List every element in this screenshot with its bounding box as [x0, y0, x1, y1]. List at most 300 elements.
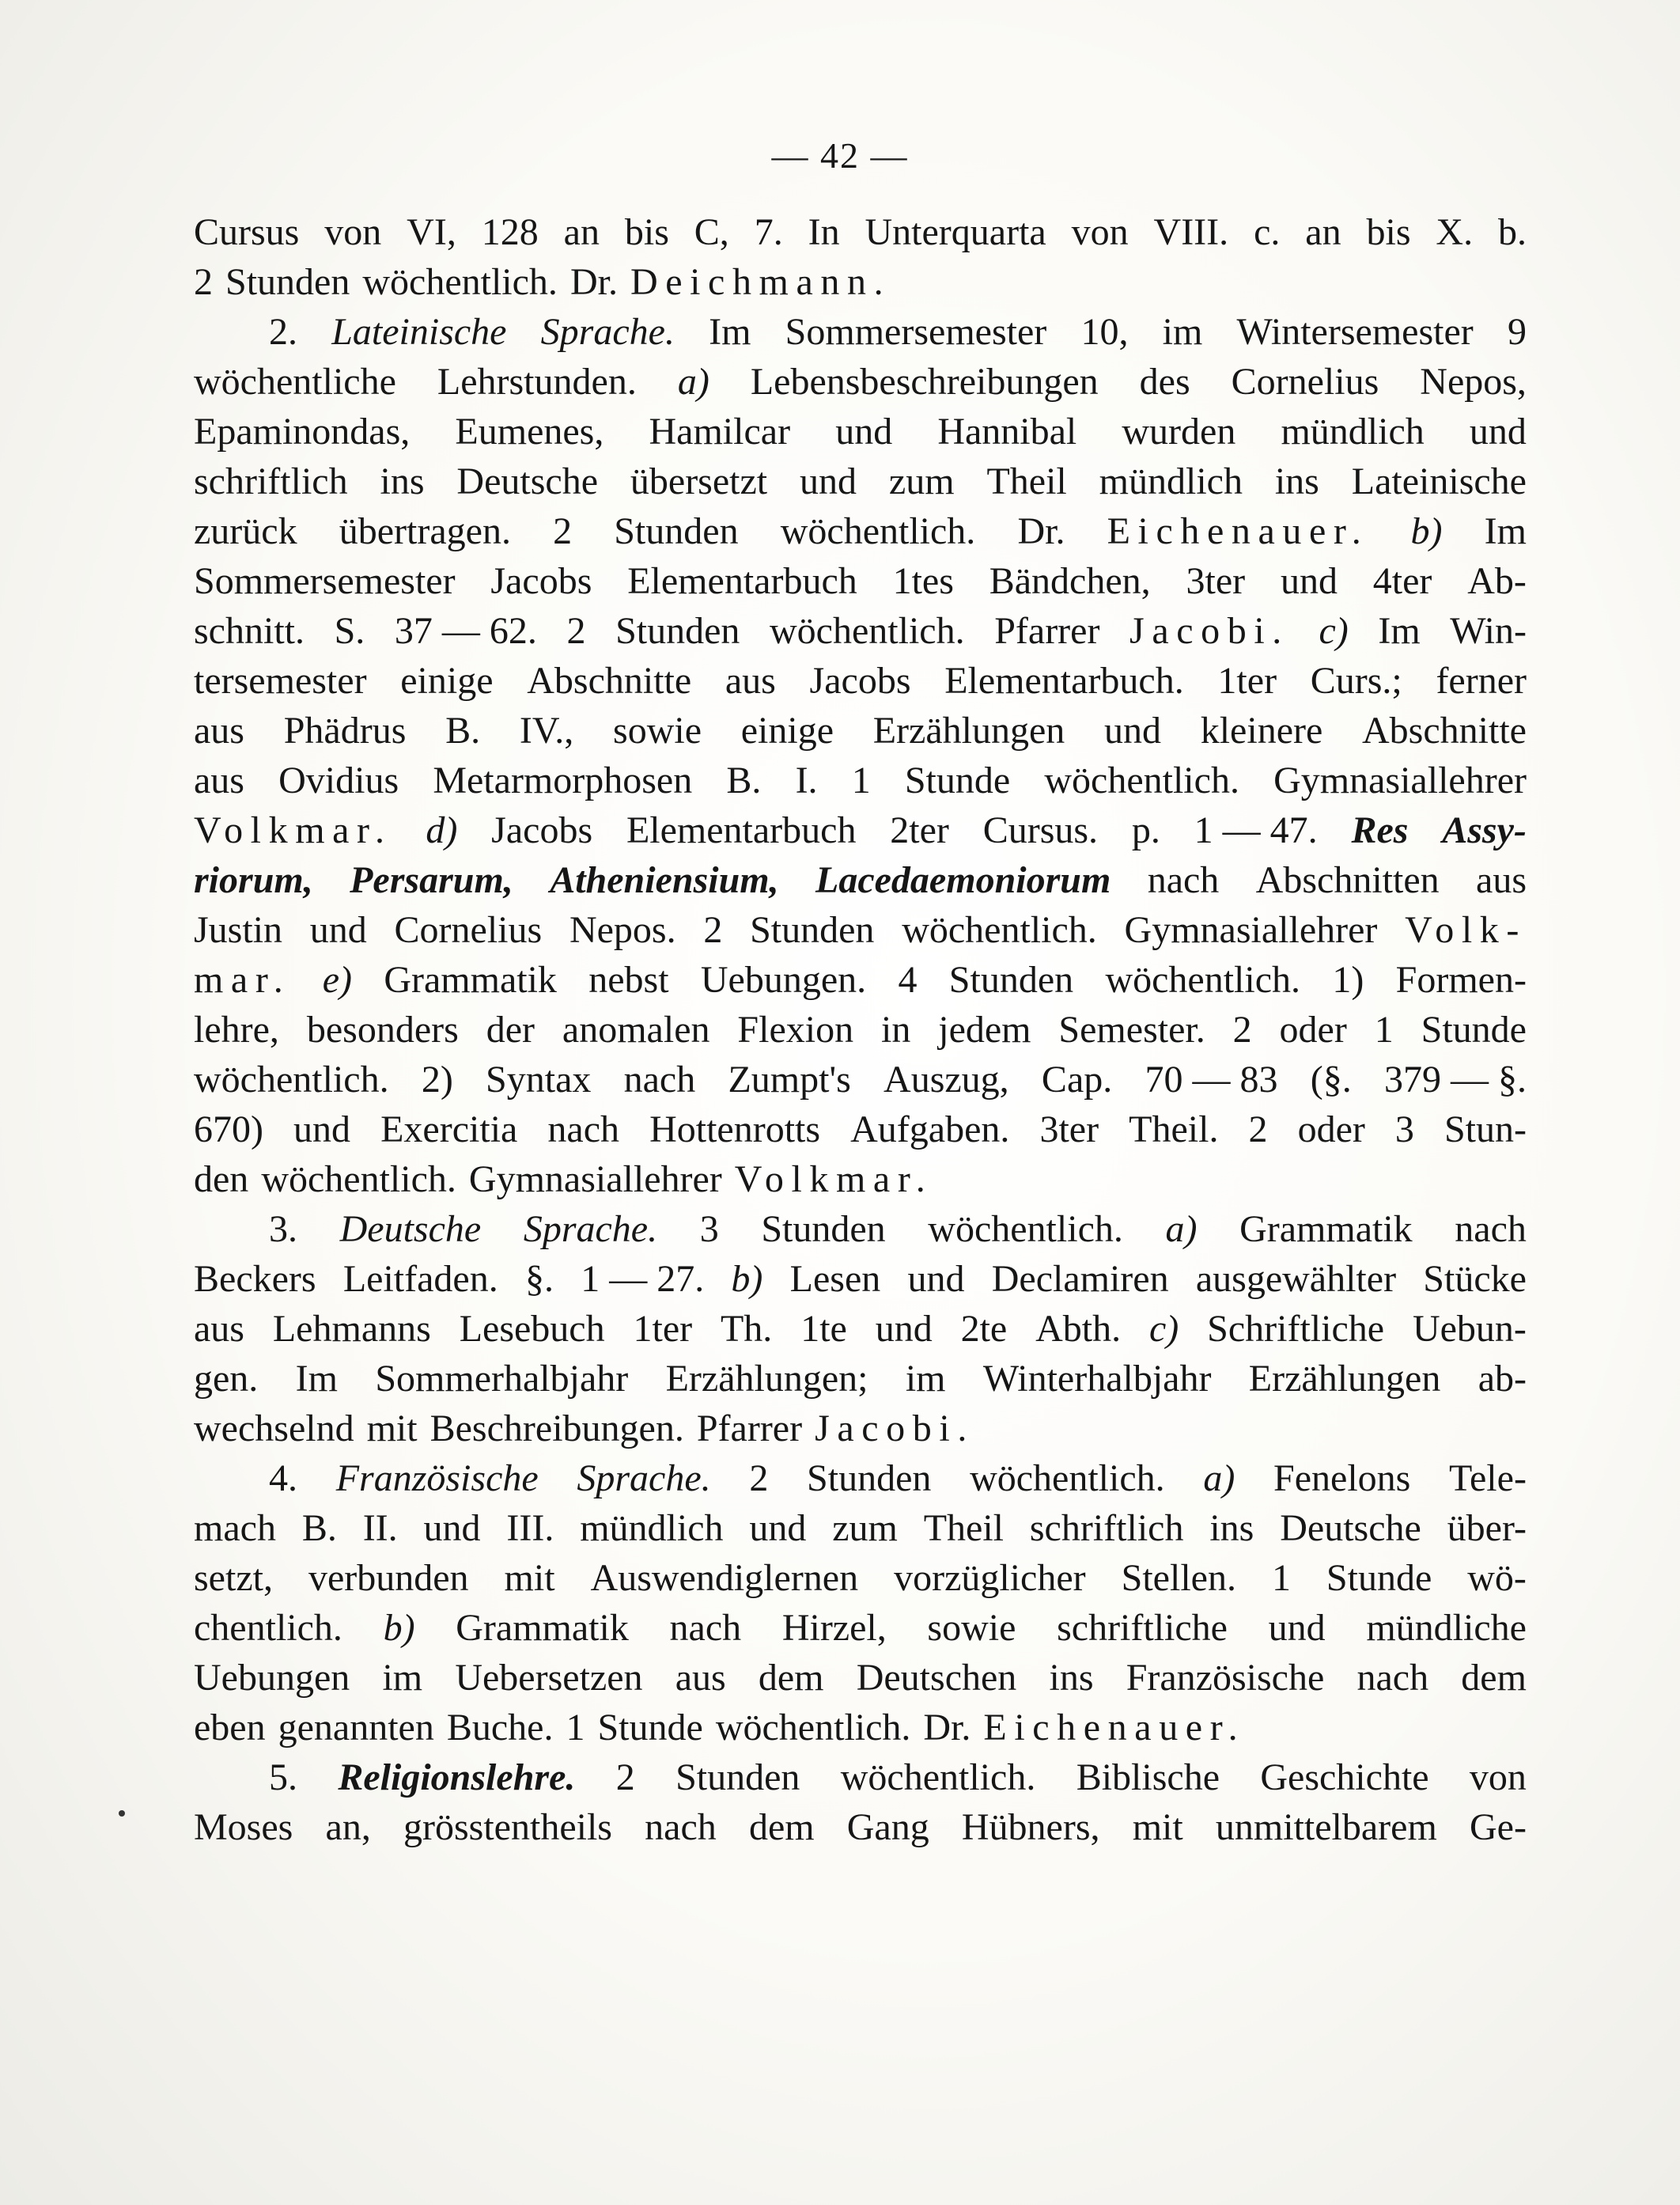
word: 379 — §.: [1383, 1059, 1527, 1101]
word: ab-: [1478, 1358, 1527, 1400]
word: 37 — 62.: [394, 610, 537, 652]
word: Deutsche: [456, 460, 598, 502]
word: kleinere: [1200, 710, 1323, 752]
word: Erzählungen: [1248, 1358, 1441, 1400]
word: Grammatik: [1239, 1208, 1413, 1250]
word: Lateinische: [331, 311, 507, 353]
word: im: [382, 1657, 423, 1699]
word: und: [1280, 560, 1338, 602]
word: ins: [380, 460, 425, 502]
page-number: — 42 —: [771, 135, 909, 176]
word: eben: [194, 1707, 266, 1748]
word: mit: [1132, 1806, 1183, 1848]
word: schriftlich: [1029, 1507, 1184, 1549]
word: 3: [699, 1208, 719, 1250]
word: c.: [1254, 211, 1281, 253]
word: Metarmorphosen: [433, 760, 693, 801]
word: der: [486, 1009, 535, 1051]
word: 3ter: [1039, 1108, 1099, 1150]
word: Nepos,: [1420, 361, 1527, 403]
word: Im: [1378, 610, 1421, 652]
word: Elementarbuch.: [944, 660, 1184, 702]
word: wöchentlich.: [780, 510, 976, 552]
word: wöchentlich.: [902, 909, 1097, 951]
margin-mark: [119, 1810, 125, 1817]
word: 1ter: [1217, 660, 1277, 702]
word: chentlich.: [194, 1607, 342, 1649]
word: Phädrus: [283, 710, 407, 752]
word: p.: [1131, 809, 1160, 851]
word: Geschichte: [1260, 1756, 1429, 1798]
word: den: [194, 1158, 249, 1200]
word: Semester.: [1058, 1009, 1205, 1051]
word: 1 — 27.: [581, 1258, 705, 1300]
word: an,: [325, 1806, 371, 1848]
word: Sprache.: [540, 311, 675, 353]
word: nach: [1147, 859, 1220, 901]
word: im: [1162, 311, 1203, 353]
word: und: [835, 411, 893, 453]
text-line: [194, 1404, 1527, 1453]
word: Eichenauer.: [1107, 510, 1369, 552]
word: Epaminondas,: [194, 411, 411, 453]
text-line: [194, 606, 1527, 656]
word: mar.: [194, 959, 291, 1001]
word: c): [1319, 610, 1349, 652]
word: wöchentlich.: [194, 1059, 389, 1101]
word: Syntax: [486, 1059, 592, 1101]
word: II.: [362, 1507, 398, 1549]
word: gen.: [194, 1358, 259, 1400]
word: B.: [445, 710, 481, 752]
word: (§.: [1310, 1059, 1352, 1101]
word: Ge-: [1469, 1806, 1527, 1848]
word: Abschnitten: [1255, 859, 1440, 901]
word: dem: [758, 1657, 824, 1699]
text-line: [194, 1703, 1527, 1752]
word: Elementarbuch: [627, 560, 857, 602]
word: Auswendiglernen: [590, 1557, 859, 1599]
word: Sommerhalbjahr: [375, 1358, 629, 1400]
word: 1ter: [633, 1308, 693, 1350]
word: ins: [1209, 1507, 1254, 1549]
word: Gang: [846, 1806, 929, 1848]
word: und: [800, 460, 857, 502]
word: Lesebuch: [459, 1308, 605, 1350]
word: 4.: [269, 1457, 297, 1499]
text-line: [194, 1055, 1527, 1104]
word: Winterhalbjahr: [982, 1358, 1212, 1400]
word: Theil: [986, 460, 1067, 502]
word: ferner: [1436, 660, 1527, 702]
word: 2: [615, 1756, 635, 1798]
word: 1): [1332, 959, 1364, 1001]
word: im: [905, 1358, 946, 1400]
text-line: [194, 805, 1527, 855]
word: 9: [1507, 311, 1527, 353]
word: wöchentlich.: [840, 1756, 1036, 1798]
text-line: [194, 1553, 1527, 1603]
word: Jacobs: [809, 660, 911, 702]
text-line: [194, 1204, 1527, 1254]
word: Cornelius: [394, 909, 543, 951]
word: e): [322, 959, 352, 1001]
word: Pfarrer: [696, 1407, 803, 1449]
word: Schriftliche: [1207, 1308, 1385, 1350]
word: Volkmar.: [734, 1158, 933, 1200]
text-line: [194, 556, 1527, 606]
word: b.: [1498, 211, 1527, 253]
text-line: [194, 1752, 1527, 1802]
word: B.: [726, 760, 762, 801]
word: Justin: [194, 909, 283, 951]
word: mit: [504, 1557, 555, 1599]
word: 2: [703, 909, 723, 951]
word: bis: [624, 211, 669, 253]
word: Stunden: [750, 909, 875, 951]
text-line: [194, 207, 1527, 257]
word: 1tes: [892, 560, 954, 602]
word: Lateinische: [1351, 460, 1527, 502]
word: Persarum,: [350, 859, 513, 901]
word: B.: [301, 1507, 337, 1549]
word: zum: [888, 460, 955, 502]
word: und: [1104, 710, 1161, 752]
text-line: [194, 307, 1527, 357]
word: wöchentlich.: [1044, 760, 1239, 801]
word: wurden: [1122, 411, 1236, 453]
word: b): [383, 1607, 415, 1649]
word: Lacedaemoniorum: [815, 859, 1111, 901]
word: grösstentheils: [403, 1806, 612, 1848]
word: Wintersemester: [1236, 311, 1474, 353]
word: Volkmar.: [194, 809, 392, 851]
word: einige: [740, 710, 834, 752]
word: 2): [421, 1059, 453, 1101]
text-line: [194, 905, 1527, 955]
word: Curs.;: [1310, 660, 1402, 702]
word: VI,: [407, 211, 456, 253]
word: Theil.: [1129, 1108, 1219, 1150]
word: I.: [795, 760, 818, 801]
word: Cap.: [1041, 1059, 1113, 1101]
word: Cornelius: [1231, 361, 1379, 403]
word: Stunden: [614, 510, 739, 552]
word: mündlich: [580, 1507, 724, 1549]
word: 2: [553, 510, 573, 552]
word: Stunde: [1326, 1557, 1432, 1599]
word: nach: [645, 1806, 717, 1848]
word: Leitfaden.: [342, 1258, 498, 1300]
word: 2: [749, 1457, 769, 1499]
word: Sprache.: [523, 1208, 658, 1250]
word: Stun-: [1444, 1108, 1527, 1150]
word: wöchentlich.: [770, 610, 965, 652]
word: und: [749, 1507, 807, 1549]
text-line: [194, 1503, 1527, 1553]
word: 2: [566, 610, 586, 652]
word: Unterquarta: [865, 211, 1046, 253]
word: 2ter: [890, 809, 949, 851]
word: aus: [725, 660, 776, 702]
word: Eichenauer.: [983, 1707, 1246, 1748]
word: aus: [194, 760, 244, 801]
word: Grammatik: [456, 1607, 629, 1649]
word: nach: [547, 1108, 620, 1150]
word: 1: [851, 760, 871, 801]
word: 7.: [754, 211, 783, 253]
word: Formen-: [1395, 959, 1527, 1001]
word: S.: [334, 610, 365, 652]
word: Biblische: [1076, 1756, 1220, 1798]
word: Deutschen: [856, 1657, 1017, 1699]
word: Uebun-: [1412, 1308, 1527, 1350]
word: mündlich: [1099, 460, 1243, 502]
word: und: [423, 1507, 481, 1549]
word: Beckers: [194, 1258, 316, 1300]
word: a): [1203, 1457, 1235, 1499]
word: bis: [1366, 211, 1411, 253]
word: Hirzel,: [781, 1607, 887, 1649]
word: Flexion: [737, 1009, 854, 1051]
word: Aufgaben.: [850, 1108, 1010, 1150]
word: wechselnd: [194, 1407, 354, 1449]
word: Erzählungen;: [665, 1358, 868, 1400]
word: Gymnasiallehrer: [468, 1158, 722, 1200]
word: besonders: [306, 1009, 459, 1051]
word: Beschreibungen.: [429, 1407, 684, 1449]
word: Stunden: [761, 1208, 886, 1250]
text-line: [194, 1005, 1527, 1055]
word: wöchentlich.: [362, 261, 558, 303]
word: Sprache.: [577, 1457, 711, 1499]
word: wöchentlich.: [715, 1707, 911, 1748]
text-line: [194, 1453, 1527, 1503]
word: Fenelons: [1273, 1457, 1411, 1499]
word: übertragen.: [339, 510, 511, 552]
word: von: [1469, 1756, 1527, 1798]
word: Grammatik: [384, 959, 557, 1001]
word: nach: [1356, 1657, 1429, 1699]
word: ins: [1274, 460, 1319, 502]
word: Gymnasiallehrer: [1273, 760, 1527, 801]
text-line: [194, 357, 1527, 407]
word: ausgewählter: [1195, 1258, 1397, 1300]
word: Buche.: [446, 1707, 554, 1748]
word: Lehrstunden.: [437, 361, 637, 403]
word: Uebungen: [194, 1657, 350, 1699]
word: Declamiren: [991, 1258, 1169, 1300]
word: b): [731, 1258, 763, 1300]
text-line: [194, 1254, 1527, 1304]
word: Tele-: [1449, 1457, 1527, 1499]
word: Abschnitte: [527, 660, 692, 702]
word: wöchentlich.: [970, 1457, 1165, 1499]
word: Dr.: [1017, 510, 1065, 552]
word: wöchentlich.: [928, 1208, 1123, 1250]
word: Hannibal: [937, 411, 1077, 453]
word: ins: [1049, 1657, 1094, 1699]
text-line: [194, 1603, 1527, 1653]
word: 2: [1248, 1108, 1268, 1150]
word: Bändchen,: [989, 560, 1151, 602]
text-line: [194, 756, 1527, 805]
word: Th.: [720, 1308, 773, 1350]
text-line: [194, 656, 1527, 706]
word: zurück: [194, 510, 297, 552]
word: Sommersemester: [194, 560, 456, 602]
word: sowie: [613, 710, 702, 752]
word: unmittelbarem: [1215, 1806, 1437, 1848]
word: Stunde: [597, 1707, 703, 1748]
word: Religionslehre.: [338, 1756, 576, 1798]
word: mach: [194, 1507, 276, 1549]
word: Im: [295, 1358, 338, 1400]
word: Abschnitte: [1362, 710, 1527, 752]
word: a): [1165, 1208, 1198, 1250]
word: Stunden: [225, 261, 350, 303]
word: nach: [669, 1607, 742, 1649]
word: X.: [1436, 211, 1474, 253]
word: 70 — 83: [1145, 1059, 1278, 1101]
text-line: [194, 1653, 1527, 1703]
word: Assy-: [1442, 809, 1527, 851]
word: Hübners,: [961, 1806, 1100, 1848]
word: Zumpt's: [728, 1059, 851, 1101]
word: Jacobs: [490, 560, 592, 602]
word: 4ter: [1372, 560, 1432, 602]
text-line: [194, 955, 1527, 1005]
word: 5.: [269, 1756, 297, 1798]
word: Moses: [194, 1806, 293, 1848]
word: nach: [623, 1059, 696, 1101]
word: Auszug,: [884, 1059, 1009, 1101]
word: Uebungen.: [700, 959, 867, 1001]
word: VIII.: [1153, 211, 1229, 253]
word: Dr.: [569, 261, 618, 303]
text-line: [194, 457, 1527, 506]
word: C,: [694, 211, 729, 253]
word: von: [1071, 211, 1129, 253]
word: über-: [1447, 1507, 1527, 1549]
word: Theil: [923, 1507, 1005, 1549]
word: tersemester: [194, 660, 367, 702]
word: Lebensbeschreibungen: [750, 361, 1099, 403]
text-line: [194, 1802, 1527, 1852]
word: Erzählungen: [872, 710, 1065, 752]
word: übersetzt: [630, 460, 768, 502]
word: oder: [1279, 1009, 1347, 1051]
word: IV.,: [519, 710, 574, 752]
word: Hamilcar: [649, 411, 791, 453]
word: sowie: [927, 1607, 1016, 1649]
word: Atheniensium,: [550, 859, 779, 901]
word: a): [677, 361, 709, 403]
word: aus: [1476, 859, 1527, 901]
word: Pfarrer: [994, 610, 1100, 652]
word: an: [1305, 211, 1341, 253]
word: 2: [194, 261, 213, 303]
word: des: [1139, 361, 1190, 403]
word: Sommersemester: [785, 311, 1047, 353]
word: aus: [194, 1308, 244, 1350]
word: Stunden: [615, 610, 740, 652]
word: §.: [524, 1258, 554, 1300]
word: 10,: [1080, 311, 1129, 353]
word: genannten: [278, 1707, 434, 1748]
word: Im: [709, 311, 751, 353]
word: Lehmanns: [272, 1308, 431, 1350]
word: und: [1469, 411, 1527, 453]
word: Nepos.: [569, 909, 676, 951]
word: 128: [481, 211, 539, 253]
word: Volk-: [1405, 909, 1527, 951]
word: In: [808, 211, 840, 253]
word: jedem: [938, 1009, 1031, 1051]
word: wö-: [1467, 1557, 1527, 1599]
word: wöchentlich.: [1105, 959, 1301, 1001]
text-line: [194, 506, 1527, 556]
word: 4: [898, 959, 918, 1001]
word: schriftliche: [1057, 1607, 1228, 1649]
word: setzt,: [194, 1557, 273, 1599]
word: Stücke: [1423, 1258, 1527, 1300]
word: Stunde: [904, 760, 1011, 801]
word: schriftlich: [194, 460, 348, 502]
word: an: [563, 211, 600, 253]
word: Deichmann.: [630, 261, 891, 303]
word: Hottenrotts: [649, 1108, 821, 1150]
text-line: [194, 1154, 1527, 1204]
word: Französische: [1126, 1657, 1325, 1699]
word: 3: [1394, 1108, 1414, 1150]
word: mündliche: [1366, 1607, 1527, 1649]
word: aus: [194, 710, 244, 752]
word: 1te: [800, 1308, 847, 1350]
word: 670): [194, 1108, 263, 1150]
word: einige: [400, 660, 494, 702]
word: 1: [1374, 1009, 1394, 1051]
word: dem: [748, 1806, 815, 1848]
text-line: [194, 855, 1527, 905]
word: Dr.: [923, 1707, 971, 1748]
word: 1: [566, 1707, 585, 1748]
word: Cursus: [194, 211, 300, 253]
word: mündlich: [1281, 411, 1425, 453]
word: Französische: [335, 1457, 539, 1499]
word: und: [1268, 1607, 1326, 1649]
word: Stunden: [807, 1457, 932, 1499]
word: dem: [1461, 1657, 1527, 1699]
word: Deutsche: [339, 1208, 482, 1250]
word: mit: [366, 1407, 418, 1449]
body-text: [194, 207, 1527, 1852]
word: Exercitia: [380, 1108, 518, 1150]
word: verbunden: [308, 1557, 469, 1599]
word: Stellen.: [1121, 1557, 1236, 1599]
word: 3.: [269, 1208, 297, 1250]
word: c): [1148, 1308, 1179, 1350]
word: 2: [1232, 1009, 1252, 1051]
word: und: [293, 1108, 351, 1150]
text-line: [194, 1304, 1527, 1354]
word: Abth.: [1035, 1308, 1122, 1350]
text-line: [194, 257, 1527, 307]
word: Stunden: [675, 1756, 800, 1798]
word: aus: [675, 1657, 726, 1699]
word: und: [875, 1308, 933, 1350]
word: nebst: [588, 959, 669, 1001]
